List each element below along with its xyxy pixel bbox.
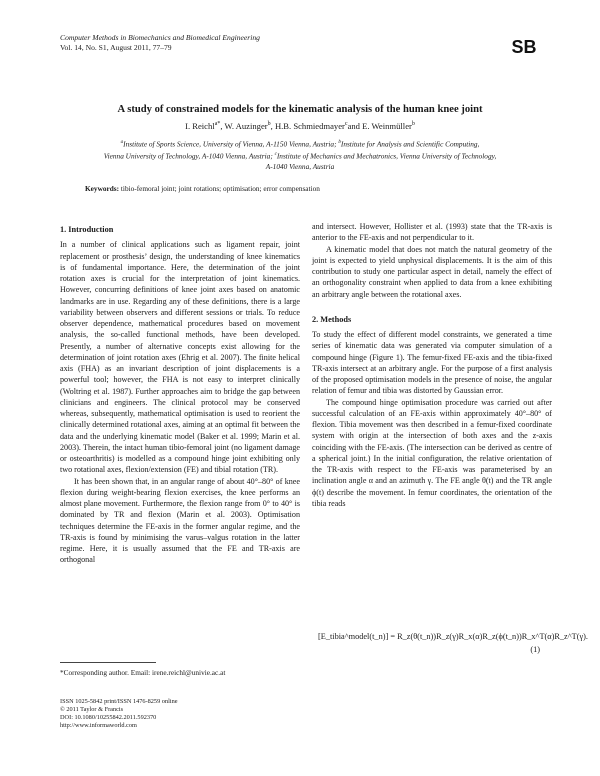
intro-paragraph-1: In a number of clinical applications such as ligament repair, joint replacement or prosthesis’ design, the understanding of knee kinematics is of fundamental importance. Here, the determination of the joint rotation axes is crucial for the interpretation of joint kinematics. However, concurring definitions of knee joint axes based on anatomic landmarks are in use. Regarding any of these definitions, there is a large variability between observers and different sessions or trials. To reduce observer dependence, mathematical procedures based on movement analysis, the so-called functional methods, have been developed. Presently, a number of alternative concepts exist allowing for the determination of joint rotation axes (Ehrig et al. 2007). The finite helical axis (FHA) as an invariant description of joint displacements is a powerful tool; however, the FHA is not easy to interpret clinically (Woltring et al. 1987). Further approaches aim to bridge the gap between clinicians and engineers. The clinical protocol may be conserved whereas, subsequently, mathematical optimisation is used to reorient the clinically determined rotational axes, aiming at an optimal fit between the data and the underlying kinematic model (Baker et al. 1999; Marin et al. 2003). Therein, the intact human tibio-femoral joint (no ligament damage or osteoarthritis) is modelled as a compound hinge joint exhibiting only two rotational axes, flexion/extension (FE) and tibial rotation (TR). [60,240,300,475]
authors-text: I. Reichl$^{a*}$, W. Auzinger$^b$, H.B. Schmiedmayer$^c$and E. Weinmüller$^b$ [185,121,415,131]
equation-1 [312,632,588,654]
affiliation-line: $^a$Institute of Sports Science, University of Vienna, A-1150 Vienna, Austria; $^b$Institute for Analysis and Scientific Computing, [120,139,480,149]
volume-line: Vol. 14, No. S1, August 2011, 77–79 [60,43,172,52]
section-heading-methods: 2. Methods [312,314,352,324]
article-title: A study of constrained models for the kinematic analysis of the human knee joint [117,104,483,115]
keywords-label: Keywords: [85,184,120,193]
intro-paragraph-4: A kinematic model that does not match the natural geometry of the joint is expected to yield unphysical displacements. It is the aim of this contribution to study one particular aspect in detail, namely the effect of an orthogonality constraint when applied to data from a knee exhibiting an arbitrary angle between the rotational axes. [312,244,552,299]
left-column [60,224,300,566]
right-column [312,221,552,509]
publisher-url: http://www.informaworld.com [60,722,137,729]
affiliation-line: A-1040 Vienna, Austria [265,161,335,171]
footnote-rule [60,662,156,663]
corresponding-author: *Corresponding author. Email: irene.reichl@univie.ac.at [60,668,226,677]
keywords-text: tibio-femoral joint; joint rotations; optimisation; error compensation [120,184,320,193]
equation-number: (1) [530,645,540,654]
affiliations [60,137,540,172]
journal-name: Computer Methods in Biomechanics and Biomedical Engineering [60,33,260,42]
author-list [60,121,540,131]
keywords [85,184,320,193]
equation-formula: [E_tibia^model(t_n)] = R_z(θ(t_n))R_z(γ)R_x(α)R_z(ϕ(t_n))R_x^T(α)R_z^T(γ). [318,632,588,641]
methods-paragraph-2: The compound hinge optimisation procedure was carried out after successful calculation of an FE-axis within approximately 40°–80° of flexion. Tibia movement was then described in a femur-fixed coordinate system with origin at the intersection of both axes and the z-axis coinciding with the FE-axis. (The intersection can be derived as centre of a spherical joint.) In the initial configuration, the relative orientation of the TR-axis with respect to the FE-axis was parameterised by an inclination angle α and an azimuth γ. The FE angle θ(t) and the TR angle ϕ(t) describe the movement. In femur coordinates, the orientation of the tibia reads [312,397,552,508]
publisher-logo-text: SB [511,37,537,57]
publication-info [60,698,178,730]
section-heading-introduction: 1. Introduction [60,225,114,234]
intro-paragraph-2: It has been shown that, in an angular range of about 40°–80° of knee flexion during weight-bearing flexion exercises, the knee performs an almost plane movement. Furthermore, the flexion range from 0° to 40° is dominated by TR and flexion (Marin et al. 2003). Optimisation techniques determine the FE-axis in the former angular regime, and the TR-axis is found by minimising the varus–valgus rotation in the latter regime. Here, it is usually assumed that the FE and TR-axis are orthogonal [60,476,300,565]
journal-header [60,33,260,53]
copyright-line: © 2011 Taylor & Francis [60,706,124,713]
intro-paragraph-3: and intersect. However, Hollister et al. (1993) state that the TR-axis is anterior to the FE-axis and not perpendicular to it. [312,222,552,243]
affiliation-line: Vienna University of Technology, A-1040 Vienna, Austria; $^c$Institute of Mechanics and Mechatronics, Vienna University of Technology, [103,151,497,161]
issn-line: ISSN 1025-5842 print/ISSN 1476-8259 online [60,698,178,705]
doi-line: DOI: 10.1080/10255842.2011.592370 [60,714,157,721]
publisher-logo [508,37,540,57]
methods-paragraph-1: To study the effect of different model constraints, we generated a time series of kinematic data was generated via computer simulation of a compound hinge (Figure 1). The femur-fixed FE-axis and the tibia-fixed TR-axis intersect at an arbitrary angle. For the purpose of a first analysis of the proposed optimisation models in the presence of noise, the angular relation of femur and tibia was distorted by Gaussian error. [312,330,552,396]
